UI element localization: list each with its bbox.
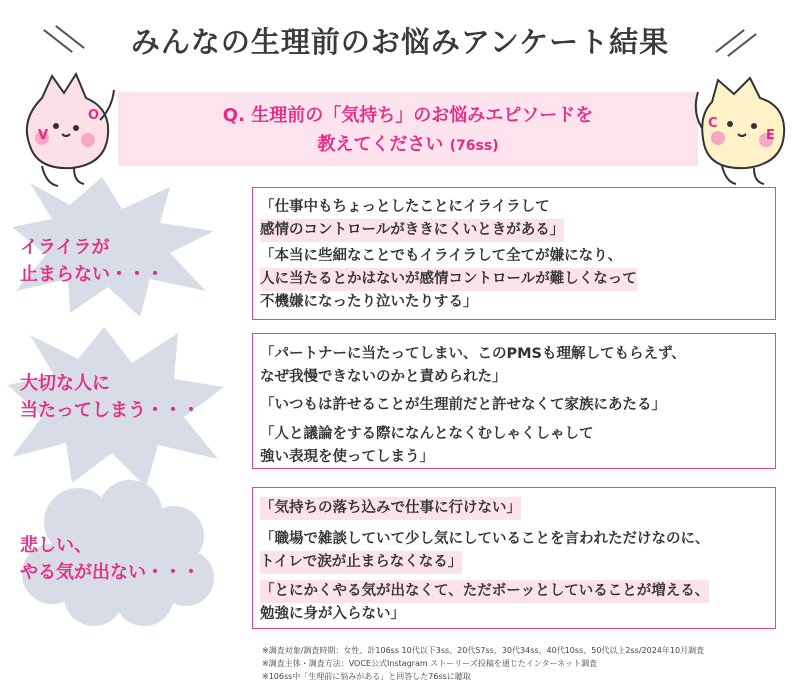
quote-sad-1-line-1: 「気持ちの落ち込みで仕事に行けない」 bbox=[260, 497, 521, 520]
quote-hurting-1 bbox=[260, 343, 770, 389]
footnote-survey-target: ※調査対象/調査時期：女性、計106ss 10代以下3ss、20代57ss、30代34ss、40代10ss、50代以上2ss/2024年10月調査 bbox=[262, 646, 705, 655]
page-title: みんなの生理前のお悩みアンケート結果 bbox=[130, 25, 670, 59]
quote-sad-2-line-2: トイレで涙が止まらなくなる」 bbox=[260, 551, 462, 574]
quote-sad-2-line-1: 「職場で雑談していて少し気にしていることを言われただけなのに、 bbox=[260, 531, 710, 547]
category-sad-line-2: やる気が出ない・・・ bbox=[20, 562, 200, 583]
quote-irritation-1-line-1: 「仕事中もちょっとしたことにイライラして bbox=[260, 199, 550, 215]
mascot-left-letter-v: V bbox=[38, 128, 49, 143]
mascot-left-letter-o: O bbox=[88, 108, 100, 123]
quote-hurting-2 bbox=[260, 394, 770, 417]
quote-hurting-3-line-2: 強い表現を使ってしまう」 bbox=[260, 449, 434, 465]
quote-irritation-2-line-1: 「本当に些細なことでもイライラして全てが嫌になり、 bbox=[260, 248, 623, 264]
question-line-1: Q. 生理前の「気持ち」のお悩みエピソードを bbox=[222, 105, 594, 126]
category-hurting-line-2: 当たってしまう・・・ bbox=[20, 400, 200, 421]
quote-sad-3-line-2: 勉強に身が入らない」 bbox=[260, 606, 405, 622]
quote-irritation-2-line-2: 人に当たるとかはないが感情コントロールが難しくなって bbox=[260, 268, 637, 291]
question-line-2 bbox=[118, 130, 698, 156]
quote-hurting-1-line-2: なぜ我慢できないのかと責められた」 bbox=[260, 369, 507, 385]
question-line-2-text: 教えてください bbox=[317, 134, 444, 155]
quote-irritation-2 bbox=[260, 245, 770, 314]
footnote-respondents: ※106ss中「生理前に悩みがある」と回答した76ssに聴取 bbox=[262, 672, 471, 681]
quote-sad-3-line-1: 「とにかくやる気が出なくて、ただボーッとしていることが増える、 bbox=[260, 580, 709, 603]
footnote-survey-method: ※調査主体・調査方法：VOCE公式Instagram ストーリーズ投稿を通じたインターネット調査 bbox=[262, 659, 598, 668]
question-count: (76ss) bbox=[449, 138, 499, 154]
category-label-hurting-loved-ones bbox=[20, 370, 200, 424]
mascot-right-letter-e: E bbox=[766, 128, 775, 143]
mascot-left-illustration bbox=[12, 68, 122, 188]
category-hurting-line-1: 大切な人に bbox=[20, 373, 110, 394]
category-irritation-line-1: イライラが bbox=[20, 237, 110, 258]
mascot-right-letter-c: C bbox=[708, 116, 718, 131]
category-irritation-line-2: 止まらない・・・ bbox=[20, 264, 164, 285]
quote-hurting-3 bbox=[260, 423, 770, 469]
quote-hurting-2-line-1: 「いつもは許せることが生理前だと許せなくて家族にあたる」 bbox=[260, 397, 666, 413]
quote-sad-3 bbox=[260, 580, 770, 626]
quote-hurting-1-line-1: 「パートナーに当たってしまい、このPMSも理解してもらえず、 bbox=[260, 346, 686, 362]
quote-irritation-2-line-3: 不機嫌になったり泣いたりする」 bbox=[260, 294, 478, 310]
quote-irritation-1-line-2: 感情のコントロールがききにくいときがある」 bbox=[260, 219, 564, 242]
quote-sad-2 bbox=[260, 528, 770, 574]
category-label-irritation bbox=[20, 234, 164, 288]
quote-sad-1 bbox=[260, 497, 770, 520]
category-label-sad-unmotivated bbox=[20, 532, 200, 586]
quote-hurting-3-line-1: 「人と議論をする際になんとなくむしゃくしゃして bbox=[260, 426, 594, 442]
mascot-right-illustration bbox=[688, 68, 798, 188]
quote-irritation-1 bbox=[260, 196, 770, 242]
category-sad-line-1: 悲しい、 bbox=[20, 535, 92, 556]
